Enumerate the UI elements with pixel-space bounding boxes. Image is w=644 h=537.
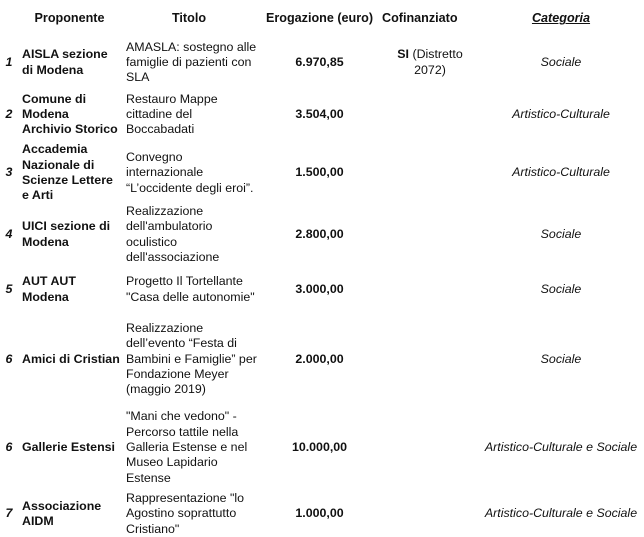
table-row — [0, 491, 644, 537]
cofinanziato-note: (Distretto 2072) — [412, 47, 463, 77]
table-row — [0, 204, 644, 265]
row-categoria: Artistico-Culturale — [512, 106, 610, 121]
row-number: 4 — [5, 226, 13, 241]
row-categoria: Artistico-Culturale — [512, 165, 610, 180]
row-proponente: Comune di Modena Archivio Storico — [22, 91, 118, 137]
table-row — [0, 265, 644, 314]
table-row — [0, 87, 644, 142]
header-titolo: Titolo — [171, 11, 207, 26]
row-erogazione: 6.970,85 — [295, 54, 344, 69]
row-number: 3 — [5, 165, 13, 180]
row-erogazione: 1.500,00 — [295, 165, 344, 180]
row-proponente: Gallerie Estensi — [22, 440, 115, 455]
row-erogazione: 3.504,00 — [295, 106, 344, 121]
cofinanziato-si: SI — [397, 47, 409, 62]
row-titolo: Progetto Il Tortellante "Casa delle autonomie" — [126, 274, 255, 304]
row-cofinanziato — [382, 491, 478, 537]
row-number: 7 — [5, 506, 13, 521]
row-titolo: Rappresentazione "lo Agostino soprattutto Cristiano" — [126, 491, 245, 536]
row-number: 6 — [5, 351, 13, 366]
row-erogazione: 10.000,00 — [291, 440, 348, 455]
row-cofinanziato — [382, 142, 478, 204]
row-erogazione: 1.000,00 — [295, 506, 344, 521]
row-categoria: Artistico-Culturale e Sociale — [484, 440, 638, 455]
row-proponente: Associazione AIDM — [22, 498, 102, 529]
header-categoria — [478, 0, 644, 38]
row-titolo: Convegno internazionale “L’occidente degli eroi”. — [126, 150, 254, 195]
row-cofinanziato — [382, 87, 478, 142]
header-proponente: Proponente — [34, 11, 105, 26]
row-titolo: AMASLA: sostegno alle famiglie di pazienti con SLA — [126, 39, 257, 85]
row-categoria: Sociale — [540, 226, 582, 241]
row-proponente: UICI sezione di Modena — [22, 219, 111, 249]
row-cofinanziato — [382, 265, 478, 314]
row-erogazione: 2.800,00 — [295, 226, 344, 241]
header-num — [0, 0, 18, 38]
row-categoria: Sociale — [540, 282, 582, 297]
table-row — [0, 38, 644, 87]
row-categoria: Sociale — [540, 351, 582, 366]
table-row — [0, 314, 644, 404]
header-erogazione: Erogazione (euro) — [265, 11, 374, 26]
row-titolo: "Mani che vedono" - Percorso tattile nella Galleria Estense e nel Museo Lapidario Estense — [126, 409, 248, 485]
row-categoria: Artistico-Culturale e Sociale — [484, 506, 638, 521]
row-titolo: Restauro Mappe cittadine del Boccabadati — [126, 91, 218, 137]
table-row — [0, 142, 644, 204]
row-proponente: AUT AUT Modena — [22, 274, 76, 304]
row-erogazione: 2.000,00 — [295, 351, 344, 366]
row-erogazione: 3.000,00 — [295, 282, 344, 297]
row-cofinanziato — [382, 314, 478, 404]
row-cofinanziato — [382, 204, 478, 265]
table-body — [0, 38, 644, 537]
row-proponente: AISLA sezione di Modena — [22, 47, 108, 77]
row-cofinanziato — [382, 38, 478, 87]
table-header — [0, 0, 644, 38]
header-row — [0, 0, 644, 38]
row-cofinanziato — [382, 404, 478, 491]
table-row — [0, 404, 644, 491]
header-cofinanziato: Cofinanziato — [382, 11, 458, 26]
row-proponente: Amici di Cristian — [22, 351, 120, 366]
row-titolo: Realizzazione dell’evento “Festa di Bambini e Famiglie” per Fondazione Meyer (maggio 2019) — [126, 320, 257, 397]
row-number: 1 — [5, 54, 13, 69]
row-number: 2 — [5, 106, 13, 121]
row-number: 5 — [5, 282, 13, 297]
header-categoria-label: Categoria — [531, 11, 591, 26]
row-proponente: Accademia Nazionale di Scienze Lettere e Arti — [22, 142, 113, 203]
row-categoria: Sociale — [540, 54, 582, 69]
row-titolo: Realizzazione dell'ambulatorio oculistico dell'associazione — [126, 204, 220, 264]
row-number: 6 — [5, 440, 13, 455]
